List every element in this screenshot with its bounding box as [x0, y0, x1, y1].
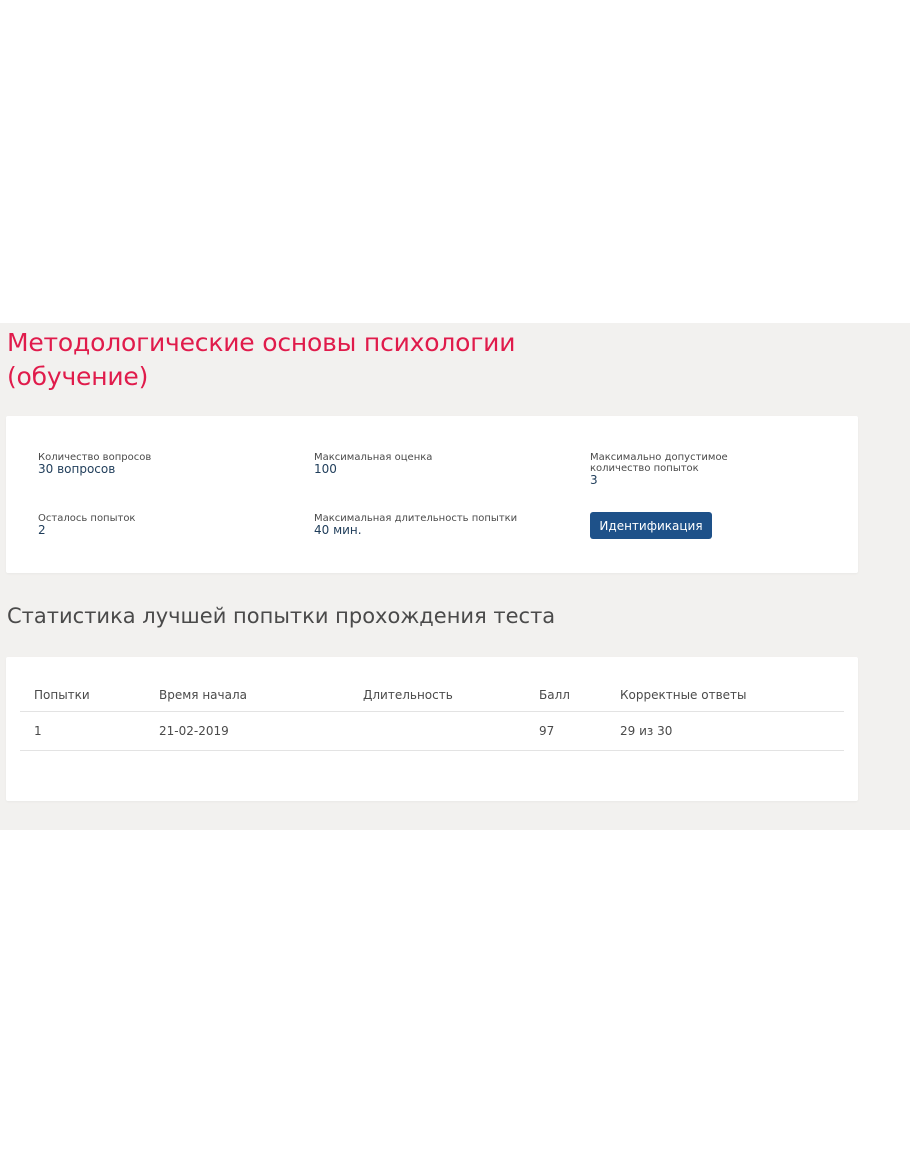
max-score-field: [314, 452, 524, 476]
cell-attempt-number: 1: [20, 712, 145, 751]
stats-card: [6, 657, 858, 801]
cell-correct-answers: 29 из 30: [606, 712, 844, 751]
column-header-duration: Длительность: [349, 679, 525, 712]
questions-count-label: Количество вопросов: [38, 452, 152, 463]
column-header-correct-answers: Корректные ответы: [606, 679, 844, 712]
column-header-attempts: Попытки: [20, 679, 145, 712]
max-score-label: Максимальная оценка: [314, 452, 433, 463]
max-score-value: 100: [314, 462, 337, 476]
column-header-start-time: Время начала: [145, 679, 349, 712]
max-duration-value: 40 мин.: [314, 523, 362, 537]
max-duration-label: Максимальная длительность попытки: [314, 513, 518, 524]
max-attempts-label: Максимально допустимое количество попыток: [590, 452, 728, 474]
table-header-row: [20, 679, 844, 712]
page-title: Методологические основы психологии (обучение): [7, 328, 516, 391]
column-header-score: Балл: [525, 679, 606, 712]
max-attempts-value: 3: [590, 473, 598, 487]
cell-score: 97: [525, 712, 606, 751]
attempts-left-field: [38, 513, 248, 537]
test-info-card: [6, 416, 858, 573]
attempts-left-value: 2: [38, 523, 46, 537]
cell-start-time: 21-02-2019: [145, 712, 349, 751]
questions-count-value: 30 вопросов: [38, 462, 116, 476]
identification-button[interactable]: Идентификация: [590, 512, 712, 539]
table-row: [20, 712, 844, 751]
stats-heading: Статистика лучшей попытки прохождения теста: [7, 604, 556, 628]
attempts-table: [20, 679, 844, 751]
max-attempts-field: [590, 452, 790, 487]
questions-count-field: [38, 452, 248, 476]
attempts-left-label: Осталось попыток: [38, 513, 136, 524]
cell-duration: [349, 712, 525, 751]
max-duration-field: [314, 513, 554, 537]
